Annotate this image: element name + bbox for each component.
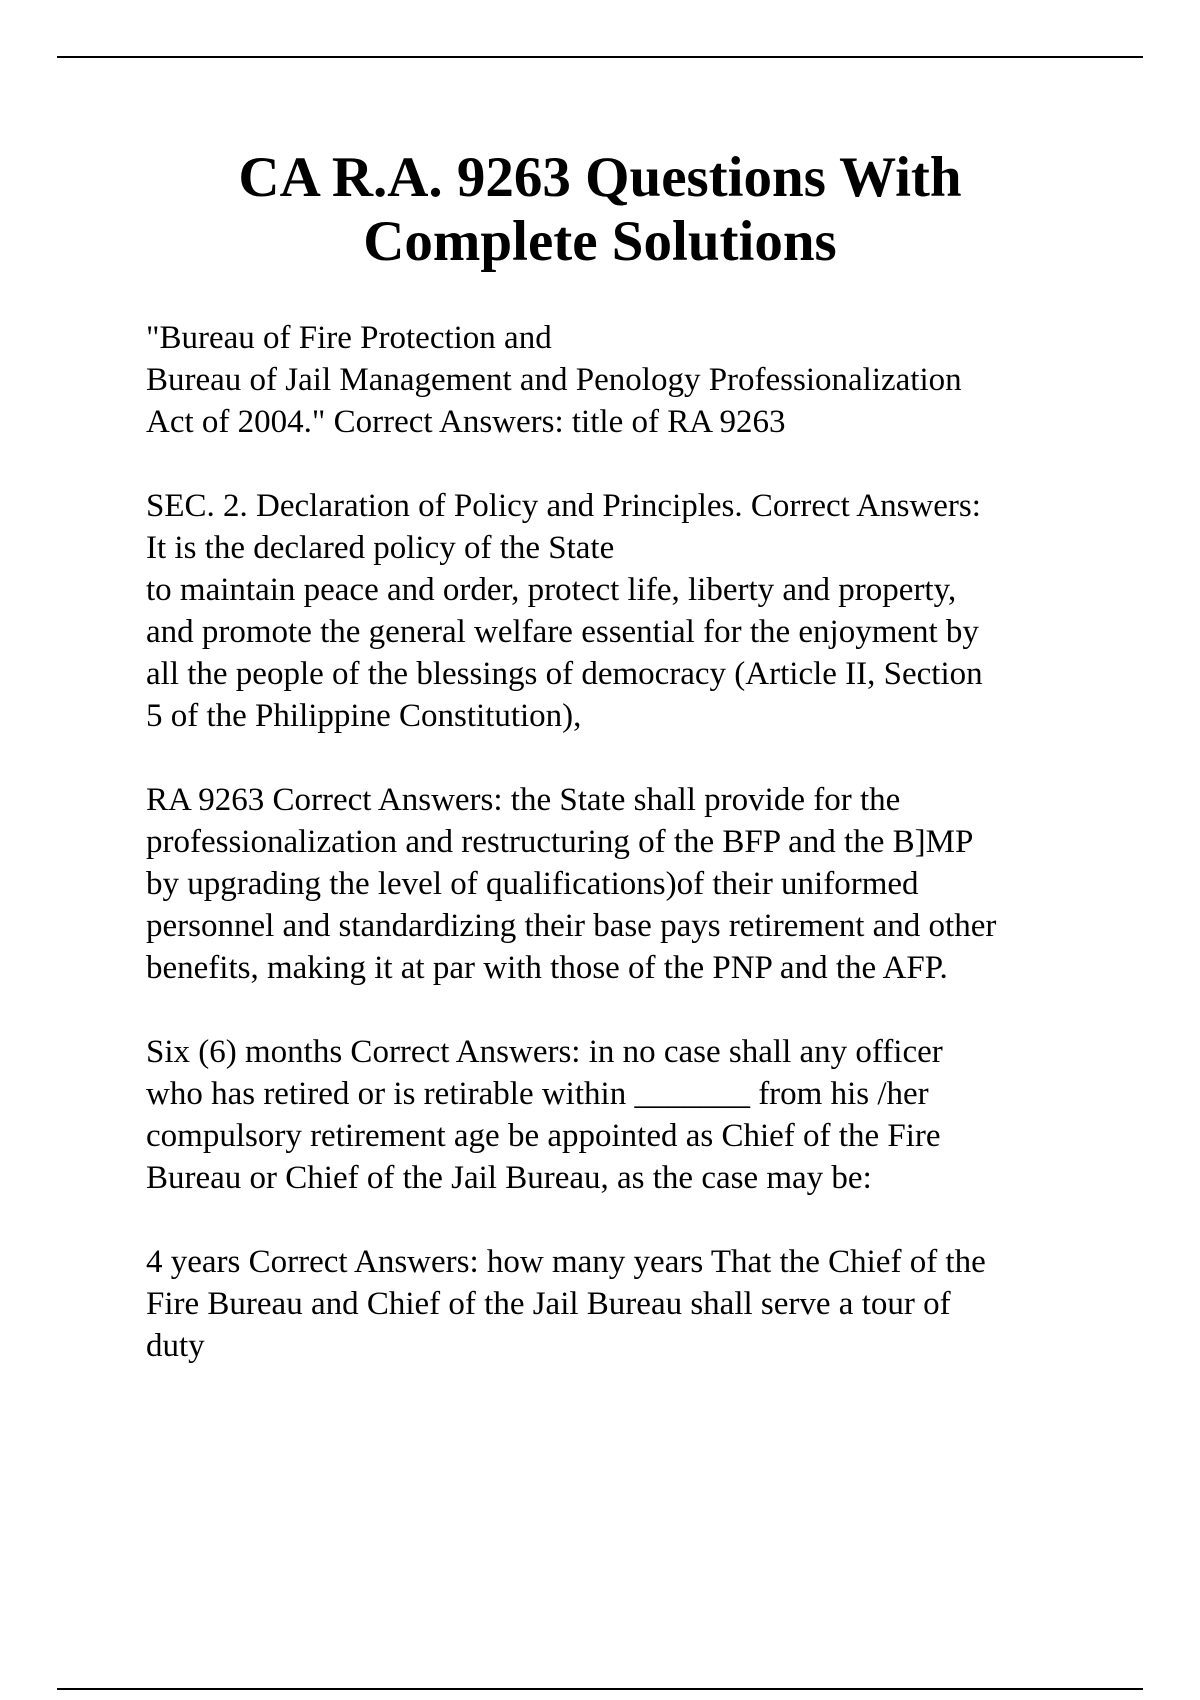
text-line: Act of 2004." Correct Answers: title of RA 9263 (146, 404, 786, 440)
qa-entry-six-months (146, 1031, 1146, 1199)
qa-entry-ra9263 (146, 779, 1146, 989)
text-line: benefits, making it at par with those of the PNP and the AFP. (146, 950, 948, 986)
text-line: duty (146, 1328, 205, 1364)
text-line: to maintain peace and order, protect life, liberty and property, (146, 572, 957, 608)
text-line: Fire Bureau and Chief of the Jail Bureau shall serve a tour of (146, 1286, 951, 1322)
text-line: "Bureau of Fire Protection and (146, 320, 552, 356)
text-line: all the people of the blessings of democracy (Article II, Section (146, 656, 983, 692)
text-line: personnel and standardizing their base pays retirement and other (146, 908, 997, 944)
title-line: CA R.A. 9263 Questions With (238, 146, 962, 209)
text-line: Six (6) months Correct Answers: in no case shall any officer (146, 1034, 943, 1070)
text-line: 5 of the Philippine Constitution), (146, 698, 582, 734)
text-line: compulsory retirement age be appointed as Chief of the Fire (146, 1118, 941, 1154)
text-line: It is the declared policy of the State (146, 530, 615, 566)
qa-entry-title (146, 317, 1146, 443)
qa-entry-declaration (146, 485, 1146, 737)
text-line: 4 years Correct Answers: how many years That the Chief of the (146, 1244, 986, 1280)
text-line: and promote the general welfare essential for the enjoyment by (146, 614, 979, 650)
bottom-divider (57, 1688, 1143, 1690)
text-line: who has retired or is retirable within _______ from his /her (146, 1076, 929, 1112)
title-line: Complete Solutions (363, 210, 837, 273)
text-line: Bureau or Chief of the Jail Bureau, as the case may be: (146, 1160, 872, 1196)
qa-entry-four-years (146, 1241, 1146, 1367)
text-line: by upgrading the level of qualifications)of their uniformed (146, 866, 919, 902)
qa-list (146, 317, 1146, 1409)
text-line: RA 9263 Correct Answers: the State shall provide for the (146, 782, 901, 818)
text-line: professionalization and restructuring of the BFP and the B]MP (146, 824, 974, 860)
text-line: Bureau of Jail Management and Penology Professionalization (146, 362, 962, 398)
top-divider (57, 56, 1143, 58)
page-title (0, 146, 1200, 274)
text-line: SEC. 2. Declaration of Policy and Principles. Correct Answers: (146, 488, 981, 524)
